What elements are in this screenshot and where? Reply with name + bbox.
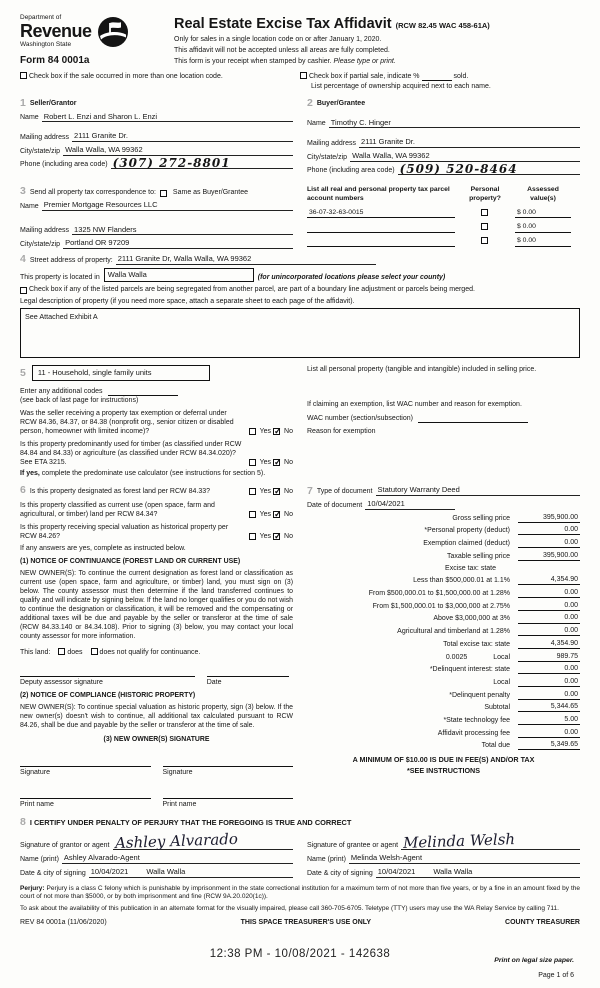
multi-location-checkbox[interactable] [20,72,27,79]
buyer-block [307,91,580,175]
personal-property-header: Personal property? [469,186,501,203]
grantee-certification [307,831,580,877]
yes-label: Yes [259,488,272,496]
notice-continuance-title: (1) NOTICE OF CONTINUANCE (FOREST LAND OR CURRENT USE) [20,558,241,565]
grantee-print-name-label: Name (print) [307,855,346,863]
forest-no-checkbox[interactable] [273,488,280,495]
seller-buyer-section [20,91,580,175]
tax-row [307,626,580,636]
rev-number: REV 84 0001a (11/06/2020) [20,919,107,926]
tax-row [307,525,580,535]
tax-row-value[interactable]: 5.00 [518,715,580,725]
personal-property-checkbox[interactable] [481,223,488,230]
does-label: does [67,648,83,656]
assessed-value-field[interactable]: $ 0.00 [515,209,571,219]
tax-row [307,690,580,700]
claiming-exemption-label: If claiming an exemption, list WAC number and reason for exemption. [307,400,522,408]
yes-label: Yes [259,532,272,540]
tax-row-value[interactable]: 5,349.65 [518,740,580,750]
correspondence-csz-field[interactable]: Portland OR 97209 [63,238,293,249]
signature-label: Signature [20,768,50,776]
seller-phone-label: Phone (including area code) [20,161,108,169]
parcel-row [307,209,580,219]
does-not-label: does not qualify for continuance. [99,648,201,656]
grantor-print-name-label: Name (print) [20,855,59,863]
land-qualify-row [20,648,293,657]
grantee-date-city-field[interactable]: 10/04/2021 Walla Walla [376,867,580,878]
parcel-number-field[interactable] [307,238,455,247]
grantor-print-name-field[interactable]: Ashley Alvarado-Agent [62,853,293,864]
note-receipt: This form is your receipt when stamped by cashier. Please type or print. [174,57,396,65]
forest-yes-checkbox[interactable] [249,488,256,495]
seller-name-field[interactable]: Robert L. Enzi and Sharon L. Enzi [42,112,293,123]
street-address-label: Street address of property: [29,256,113,264]
print-name-label: Print name [20,800,54,808]
legal-description-label: Legal description of property (if you need more space, attach a separate sheet to each page of the affidavit). [20,297,355,305]
tax-row-label: Affidavit processing fee [437,729,510,737]
tax-row [307,677,580,687]
personal-property-block [307,365,580,436]
buyer-mailing-label: Mailing address [307,139,357,147]
segregated-checkbox[interactable] [20,287,27,294]
header [20,14,580,67]
page-title: Real Estate Excise Tax Affidavit [174,16,392,32]
does-not-checkbox[interactable] [91,648,98,655]
exemption-yes-checkbox[interactable] [249,428,256,435]
county-treasurer-label: COUNTY TREASURER [505,919,580,926]
grantor-date-city-label: Date & city of signing [20,869,86,877]
minimum-due-note: A MINIMUM OF $10.00 IS DUE IN FEE(S) AND/OR TAX [352,755,535,765]
seller-block [20,91,293,169]
tax-row-value[interactable]: 4,354.90 [518,575,580,585]
seller-name-label: Name [20,114,39,122]
top-options [20,72,580,91]
tax-row-value[interactable]: 0.00 [518,525,580,535]
street-address-field[interactable]: 2111 Granite Dr, Walla Walla, WA 99362 [116,254,376,265]
additional-codes-field[interactable] [108,388,178,396]
correspondence-parcel-section [20,179,580,249]
grantor-signature-script: Ashley Alvarado [114,830,238,853]
seller-phone-field[interactable]: (307) 272-8801 [111,159,293,170]
partial-sale-label: Check box if partial sale, indicate % [309,72,420,80]
tax-row-value[interactable]: 0.00 [518,613,580,623]
parcel-number-field[interactable]: 36-07-32-63-0015 [307,209,455,219]
new-owner-signature-field[interactable] [163,758,294,767]
deputy-assessor-signature-field[interactable] [20,668,195,677]
tax-row-label: Agricultural and timberland at 1.28% [397,628,510,636]
predominate-use-note: If yes, complete the predominate use calculator (see instructions for section 5). [20,470,266,478]
buyer-mailing-field[interactable]: 2111 Granite Dr. [359,137,580,148]
land-designation-block [20,485,293,809]
tax-row-value[interactable]: 0.00 [518,664,580,674]
tax-row-label: Total due [481,742,510,750]
no-label: No [284,532,293,540]
tax-row [307,728,580,738]
note-single-location: Only for sales in a single location code on or after January 1, 2020. [174,36,382,44]
exemption-no-checkbox[interactable] [273,428,280,435]
buyer-name-field[interactable]: Timothy C. Hinger [329,118,580,129]
deputy-date-label: Date [206,678,222,686]
section-8-number: 8 [20,815,26,828]
yes-label: Yes [259,459,272,467]
correspondence-name-field[interactable]: Premier Mortgage Resources LLC [42,200,293,211]
new-owner-signature-field[interactable] [20,758,151,767]
buyer-title: Buyer/Grantee [316,100,366,108]
tax-row-label: Exemption claimed (deduct) [423,539,510,547]
assessed-value-header: Assessed value(s) [527,186,559,203]
tax-row-label: Local [493,678,510,686]
seller-mailing-label: Mailing address [20,133,70,141]
correspondence-name-label: Name [20,202,39,210]
located-in-label: This property is located in [20,273,100,281]
tax-row-label: Total excise tax: state [443,640,510,648]
tax-row-value[interactable]: 0.00 [518,588,580,598]
grantor-certification [20,831,293,877]
seller-csz-label: City/state/zip [20,147,61,155]
personal-property-list-label: List all personal property (tangible and intangible) included in selling price. [307,365,537,373]
historic-no-checkbox[interactable] [273,533,280,540]
footer-row [20,918,580,927]
dor-logo-icon [97,16,129,48]
tax-row-value[interactable]: 0.00 [518,626,580,636]
current-use-no-checkbox[interactable] [273,511,280,518]
grantee-date-city-label: Date & city of signing [307,869,373,877]
partial-sale-checkbox[interactable] [300,72,307,79]
wac-number-field[interactable] [418,415,528,423]
additional-codes-label: Enter any additional codes [20,387,103,395]
parcel-table [307,179,580,247]
tax-row-value[interactable]: 5,344.65 [518,702,580,712]
seller-title: Seller/Grantor [29,100,77,108]
tax-row-label: Less than $500,000.01 at 1.1% [413,577,510,585]
section-7-number: 7 [307,484,313,497]
same-as-buyer-label: Same as Buyer/Grantee [172,188,249,196]
section-2-number: 2 [307,97,313,110]
yes-label: Yes [259,510,272,518]
no-label: No [284,427,293,435]
buyer-phone-field[interactable]: (509) 520-8464 [398,165,580,176]
historic-yes-checkbox[interactable] [249,533,256,540]
use-code-section [20,365,580,479]
received-timestamp: 12:38 PM - 10/08/2021 - 142638 [209,948,391,961]
yes-label: Yes [259,427,272,435]
assessed-value-field[interactable]: $ 0.00 [515,223,571,233]
certification-section [20,817,580,878]
tax-row [307,702,580,712]
print-legal-size-note: Print on legal size paper. [494,957,574,965]
tax-row [307,588,580,598]
tax-row-value[interactable]: 395,900.00 [518,551,580,561]
correspondence-mailing-label: Mailing address [20,227,70,235]
does-checkbox[interactable] [58,648,65,655]
tax-row [307,664,580,674]
this-land-label: This land: [20,648,51,656]
multi-location-label: Check box if the sale occurred in more than one location code. [29,72,223,80]
tax-row [307,538,580,548]
land-and-tax-section [20,485,580,809]
date-of-document-label: Date of document [307,501,363,509]
perjury-note: Perjury: Perjury is a class C felony which is punishable by imprisonment in the state correctional institution for a maximum term of not more than five years, or by a fine in an amount fixed by the court of not more than $5000, or by both imprisonment and fine (RCW 9A.20.020(1c)). [20,884,580,901]
print-name-label: Print name [162,800,197,808]
tax-row-label: *Delinquent penalty [449,691,510,699]
date-of-document-field[interactable]: 10/04/2021 [365,499,455,510]
exemption-deferral-question: Was the seller receiving a property tax exemption or deferral under RCW 84.36, 84.37, or 84.38 (nonprofit org., senior citizen or disabled person, homeowner with limited income)? [20,409,234,435]
current-use-question: Is this property classified as current use (open space, farm and agricultural, or timber) land per RCW 84.34? [20,501,215,518]
agency-name: Revenue [20,21,92,42]
see-instructions-note: *SEE INSTRUCTIONS [406,765,481,775]
grantee-signature-field[interactable] [401,830,580,853]
type-of-document-field[interactable]: Statutory Warranty Deed [376,485,581,496]
grantee-signature-script: Melinda Welsh [402,830,516,853]
tax-row-label: *State technology fee [443,716,510,724]
rcw-code: (RCW 82.45 WAC 458-61A) [395,21,490,30]
grantee-signature-label: Signature of grantee or agent [307,842,399,850]
reason-exemption-label: Reason for exemption [307,428,376,436]
section-5-number: 5 [20,366,26,379]
form-number: Form 84 0001a [20,54,90,66]
tax-row [307,601,580,611]
use-code-block [20,365,293,479]
agency-state-label: Washington State [20,41,72,49]
seller-csz-field[interactable]: Walla Walla, WA 99362 [63,145,293,156]
local-value[interactable]: 989.75 [518,652,580,662]
tax-row-label: Above $3,000,000 at 3% [433,615,510,623]
unincorporated-note: (for unincorporated locations please select your county) [257,273,446,281]
tax-row [307,551,580,561]
treasurer-space-label: THIS SPACE TREASURER'S USE ONLY [240,919,372,926]
additional-codes-note: (see back of last page for instructions) [20,396,139,404]
correspondence-csz-label: City/state/zip [20,241,61,249]
section-6-number: 6 [20,484,26,497]
new-owner-print-name-field[interactable] [163,790,294,799]
partial-sale-percent-field[interactable] [422,73,452,81]
parcel-row [307,237,580,247]
parcel-numbers-header: List all real and personal property tax parcel account numbers [307,186,450,203]
partial-sale-sold-label: sold. [453,72,469,80]
deputy-date-field[interactable] [207,668,289,677]
local-label: Local [493,653,510,661]
correspondence-mailing-field[interactable]: 1325 NW Flanders [72,225,293,236]
property-section [20,254,580,358]
notice-compliance-title: (2) NOTICE OF COMPLIANCE (HISTORIC PROPERTY) [20,691,196,699]
personal-property-checkbox[interactable] [481,237,488,244]
no-label: No [284,510,293,518]
notice-compliance-body: NEW OWNER(S): To continue special valuation as historic property, sign (3) below. If the new owner(s) doesn't wish to continue, all additional tax calculated pursuant to RCW 84.26, shall be due and payable by the seller or transferor at the time of sale. [20,703,293,729]
buyer-csz-field[interactable]: Walla Walla, WA 99362 [350,151,580,162]
tax-row-label: *Personal property (deduct) [424,527,510,535]
buyer-phone-label: Phone (including area code) [307,167,395,175]
note-fully-completed: This affidavit will not be accepted unless all areas are fully completed. [174,46,390,54]
answers-yes-note: If any answers are yes, complete as instructed below. [20,544,186,552]
tax-row-value[interactable]: 0.00 [518,690,580,700]
local-rate: 0.0025 [445,653,468,661]
no-label: No [284,459,293,467]
forest-land-question: Is this property designated as forest land per RCW 84.33? [29,488,210,496]
legal-description-field[interactable]: See Attached Exhibit A [20,308,580,358]
wac-number-label: WAC number (section/subsection) [307,415,413,423]
tax-row [307,639,580,649]
tax-row [307,575,580,585]
tax-row-value[interactable]: 395,900.00 [518,513,580,523]
page-number: Page 1 of 6 [538,971,574,979]
section-3-number: 3 [20,185,26,198]
tax-row-value[interactable]: 0.00 [518,677,580,687]
excise-tax-state-header: Excise tax: state [445,564,496,572]
same-as-buyer-checkbox[interactable] [160,190,167,197]
tax-row-label: Gross selling price [452,514,510,522]
section-4-number: 4 [20,253,26,266]
tax-row-label: Taxable selling price [446,552,510,560]
seller-mailing-field[interactable]: 2111 Granite Dr. [72,131,293,142]
tax-row [307,740,580,750]
tax-row-label: From $500,000.01 to $1,500,000.00 at 1.28% [368,590,510,598]
assessed-value-field[interactable]: $ 0.00 [515,237,571,247]
tax-row [307,513,580,523]
type-of-document-label: Type of document [316,488,373,496]
notice-continuance-body: NEW OWNER(S): To continue the current designation as forest land or classification as current use (open space, farm and agriculture, or timber) land, you must sign on (3) below. The county assessor must then determine if the land transferred continues to qualify and will indicate by signing below. If the land no longer qualifies or you do not wish to continue the designation or classification, it will be removed and the compensating or additional taxes will be due and payable by the seller or transferor at the time of sale (RCW 84.33.140 or 84.34.108). Prior to signing (3) below, you may contact your local county assessor for more information. [20,569,293,640]
historic-property-question: Is this property receiving special valuation as historical property per RCW 84.26? [20,523,229,540]
parcel-number-field[interactable] [307,224,455,233]
located-in-field[interactable]: Walla Walla [104,268,254,282]
personal-property-list-field[interactable] [307,374,580,400]
correspondence-block [20,179,293,249]
tax-row-value[interactable]: 0.00 [518,538,580,548]
grantor-signature-field[interactable] [113,830,293,853]
deputy-assessor-label: Deputy assessor signature [20,678,103,686]
tax-row [307,613,580,623]
tax-row-value[interactable]: 0.00 [518,601,580,611]
tax-row-label: From $1,500,000.01 to $3,000,000 at 2.75% [372,602,510,610]
tax-row [307,715,580,725]
tax-row-value[interactable]: 0.00 [518,728,580,738]
tax-computation-block [307,485,580,775]
send-correspondence-label: Send all property tax correspondence to: [29,188,156,196]
tax-row-label: *Delinquent interest: state [429,666,510,674]
parcel-row [307,223,580,233]
local-tax-row [307,652,580,662]
accessibility-note: To ask about the availability of this publication in an alternate format for the visually impaired, please call 360-705-6705. Teletype (TTY) users may use the WA Relay Service by calling 711. [20,904,559,912]
certify-statement: I CERTIFY UNDER PENALTY OF PERJURY THAT THE FOREGOING IS TRUE AND CORRECT [29,817,352,827]
new-owner-print-name-field[interactable] [20,790,151,799]
current-use-yes-checkbox[interactable] [249,511,256,518]
buyer-csz-label: City/state/zip [307,153,348,161]
grantor-date-city-field[interactable]: 10/04/2021 Walla Walla [89,867,293,878]
department-of-label: Department of [20,14,62,21]
signature-label: Signature [162,768,193,776]
tax-row-label: Subtotal [484,704,510,712]
land-use-code-field[interactable]: 11 - Household, single family units [32,365,210,381]
timber-agriculture-question: Is this property predominantly used for timber (as classified under RCW 84.84 and 84.33) or agriculture (as classified under RCW 84.34.020)? See ETA 3215. [20,441,242,467]
ownership-percentage-note: List percentage of ownership acquired next to each name. [311,82,491,90]
timber-yes-checkbox[interactable] [249,459,256,466]
section-1-number: 1 [20,97,26,110]
buyer-name-label: Name [307,120,326,128]
tax-row-value[interactable]: 4,354.90 [518,639,580,649]
segregated-label: Check box if any of the listed parcels are being segregated from another parcel, are part of a boundary line adjustment or parcels being merged. [29,285,475,293]
grantor-signature-label: Signature of grantor or agent [20,842,110,850]
personal-property-checkbox[interactable] [481,209,488,216]
timber-no-checkbox[interactable] [273,459,280,466]
grantee-print-name-field[interactable]: Melinda Welsh-Agent [349,853,580,864]
new-owners-signature-title: (3) NEW OWNER(S) SIGNATURE [103,735,210,743]
no-label: No [284,488,293,496]
